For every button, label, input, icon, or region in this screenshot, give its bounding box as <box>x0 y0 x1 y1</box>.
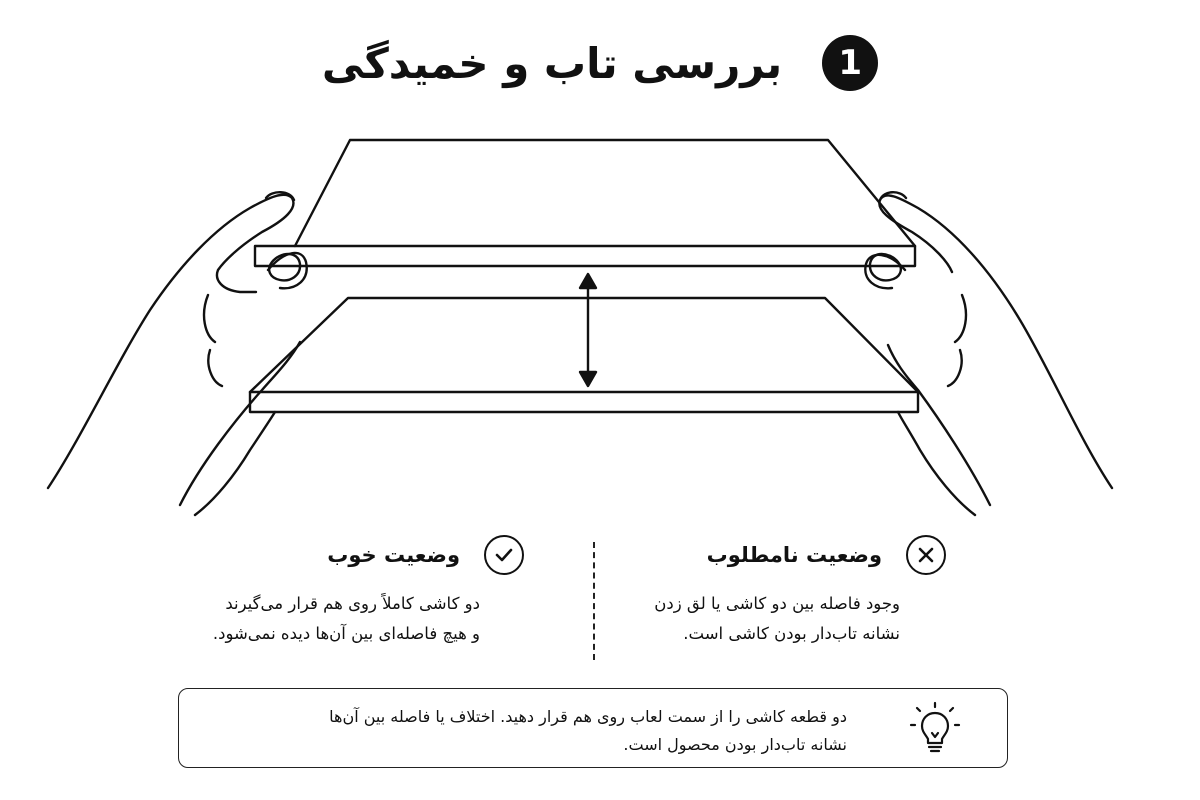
left-hand-outline <box>48 195 293 488</box>
left-hand-fingers <box>204 295 222 386</box>
lightbulb-icon <box>909 701 961 757</box>
left-hand-thumb <box>268 253 307 288</box>
tip-box <box>178 688 1008 768</box>
tip-text <box>329 703 847 759</box>
right-hand-outline <box>879 195 1112 488</box>
check-circle-icon <box>484 535 524 575</box>
page-title: بررسی تاب و خمیدگی <box>321 38 783 88</box>
right-hand-lower <box>898 412 975 515</box>
right-hand-palm <box>888 345 990 505</box>
good-condition-line-2: و هیچ فاصله‌ای بین آن‌ها دیده نمی‌شود. <box>212 624 480 643</box>
bad-condition-line-2: نشانه تاب‌دار بودن کاشی است. <box>683 624 900 643</box>
top-tile-edge <box>255 246 915 266</box>
good-condition-header <box>160 535 524 575</box>
tile-warp-illustration <box>0 120 1200 520</box>
bottom-tile-edge <box>250 392 918 412</box>
bad-condition-line-1: وجود فاصله بین دو کاشی یا لق زدن <box>654 594 900 613</box>
gap-arrow-icon <box>580 274 596 386</box>
bad-condition-description <box>530 589 900 649</box>
good-condition-description <box>160 589 480 649</box>
left-hand-lower <box>195 412 275 515</box>
tip-line-2: نشانه تاب‌دار بودن محصول است. <box>623 735 847 754</box>
good-condition-panel <box>160 535 524 649</box>
left-hand-palm <box>180 342 300 505</box>
top-tile-surface <box>295 140 915 246</box>
tip-line-1: دو قطعه کاشی را از سمت لعاب روی هم قرار دهید. اختلاف یا فاصله بین آن‌ها <box>329 707 847 726</box>
good-condition-title: وضعیت خوب <box>327 543 460 567</box>
x-circle-icon <box>906 535 946 575</box>
column-divider <box>593 542 595 660</box>
good-condition-line-1: دو کاشی کاملاً روی هم قرار می‌گیرند <box>225 594 480 613</box>
header <box>0 28 1200 98</box>
right-hand-fingers <box>948 295 966 386</box>
bad-condition-title: وضعیت نامطلوب <box>706 543 882 567</box>
step-number-badge: 1 <box>822 35 878 91</box>
